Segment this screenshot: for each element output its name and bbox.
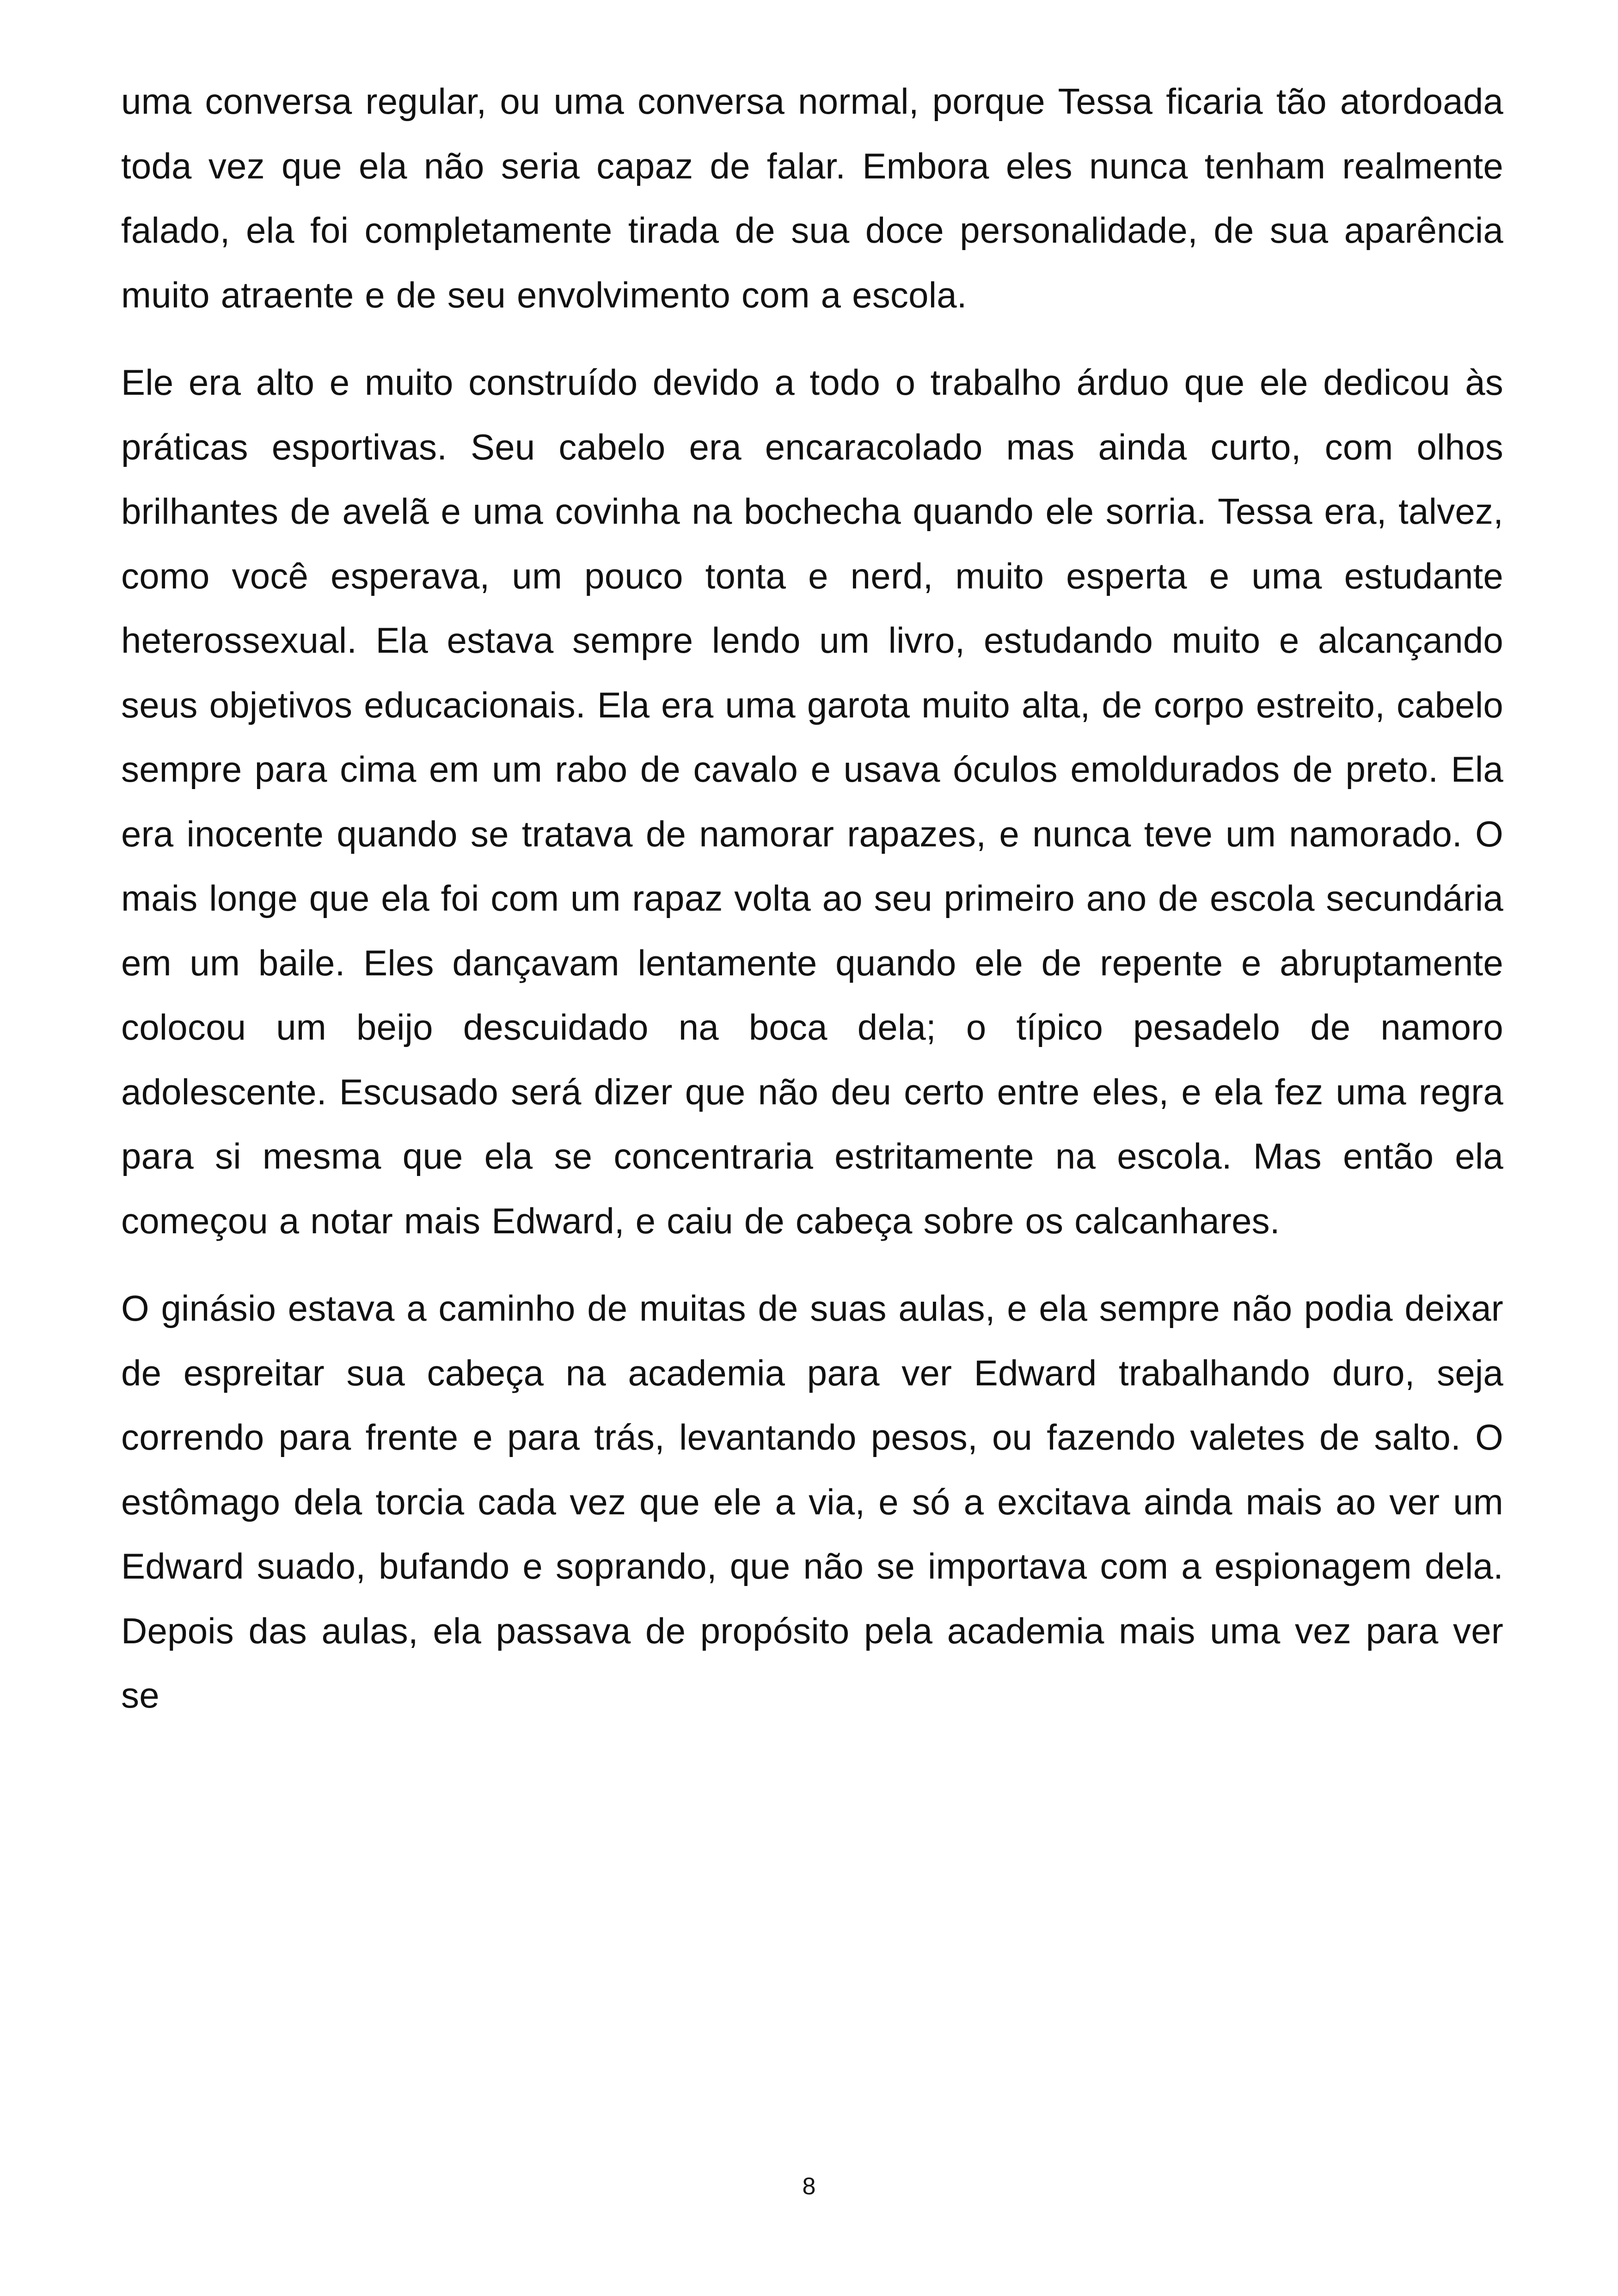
body-text	[121, 69, 1503, 1751]
paragraph-3: O ginásio estava a caminho de muitas de suas aulas, e ela sempre não podia deixar de espreitar sua cabeça na academia para ver Edward trabalhando duro, seja correndo para frente e para trás, levantando pesos, ou fazendo valetes de salto. O estômago dela torcia cada vez que ele a via, e só a excitava ainda mais ao ver um Edward suado, bufando e soprando, que não se importava com a espionagem dela. Depois das aulas, ela passava de propósito pela academia mais uma vez para ver se	[121, 1288, 1503, 1715]
page-number: 8	[802, 2173, 816, 2200]
paragraph-2: Ele era alto e muito construído devido a todo o trabalho árduo que ele dedicou às práticas esportivas. Seu cabelo era encaracolado mas ainda curto, com olhos brilhantes de avelã e uma covinha na bochecha quando ele sorria. Tessa era, talvez, como você esperava, um pouco tonta e nerd, muito esperta e uma estudante heterossexual. Ela estava sempre lendo um livro, estudando muito e alcançando seus objetivos educacionais. Ela era uma garota muito alta, de corpo estreito, cabelo sempre para cima em um rabo de cavalo e usava óculos emoldurados de preto. Ela era inocente quando se tratava de namorar rapazes, e nunca teve um namorado. O mais longe que ela foi com um rapaz volta ao seu primeiro ano de escola secundária em um baile. Eles dançavam lentamente quando ele de repente e abruptamente colocou um beijo descuidado na boca dela; o típico pesadelo de namoro adolescente. Escusado será dizer que não deu certo entre eles, e ela fez uma regra para si mesma que ela se concentraria estritamente na escola. Mas então ela começou a notar mais Edward, e caiu de cabeça sobre os calcanhares.	[121, 362, 1503, 1241]
paragraph-1: uma conversa regular, ou uma conversa normal, porque Tessa ficaria tão atordoada toda vez que ela não seria capaz de falar. Embora eles nunca tenham realmente falado, ela foi completamente tirada de sua doce personalidade, de sua aparência muito atraente e de seu envolvimento com a escola.	[121, 81, 1503, 315]
